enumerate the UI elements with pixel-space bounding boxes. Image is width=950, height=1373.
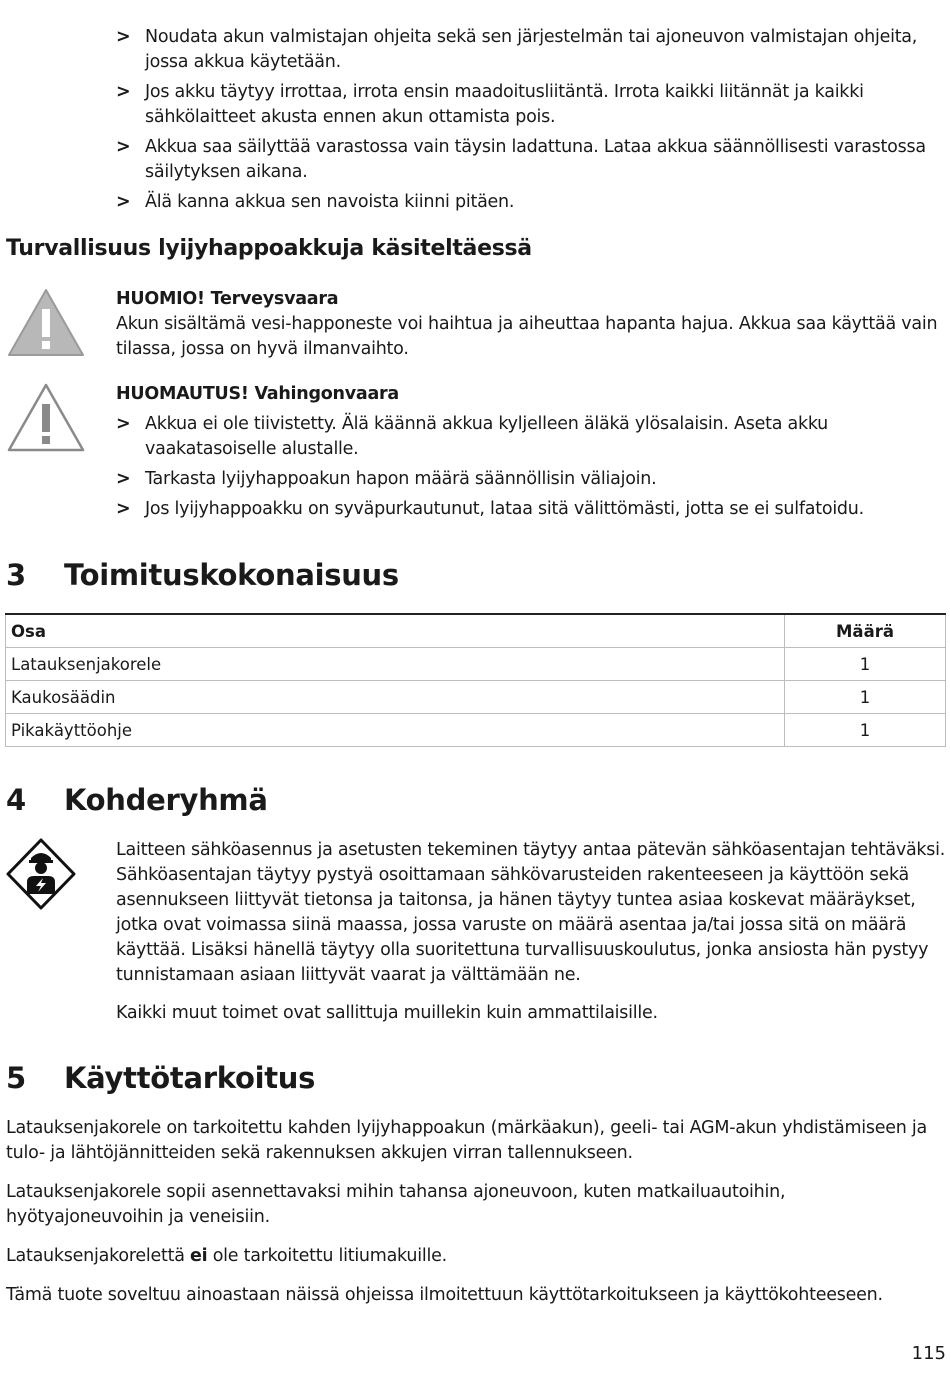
bullet-marker: > (116, 82, 131, 102)
list-item: > Älä kanna akkua sen navoista kiinni pitäen. (6, 190, 946, 215)
warning-triangle-icon (6, 287, 86, 367)
intended-use-paragraph: Tämä tuote soveltuu ainoastaan näissä ohjeissa ilmoitettuun käyttötarkoitukseen ja käyttökohteeseen. (6, 1285, 883, 1305)
chapter-title: Kohderyhmä (64, 783, 268, 817)
intended-use-paragraph: Latauksenjakorelettä ei ole tarkoitettu litiumakuille. (6, 1246, 447, 1266)
bullet-marker: > (116, 192, 131, 212)
chapter-title: Käyttötarkoitus (64, 1061, 316, 1095)
column-header-quantity: Määrä (785, 614, 946, 648)
safety-heading: Turvallisuus lyijyhappoakkuja käsiteltäessä (6, 236, 532, 261)
chapter-number: 5 (6, 1061, 26, 1095)
intended-use-text (6, 1116, 946, 1308)
intended-use-paragraph: Latauksenjakorele sopii asennettavaksi mihin tahansa ajoneuvoon, kuten matkailuautoihin, hyötyajoneuvoihin ja veneisiin. (6, 1182, 786, 1227)
caution-text: Akun sisältämä vesi-happoneste voi haihtua ja aiheuttaa hapanta hajua. Akkua saa käyttää vain tilassa, jossa on hyvä ilmanvaihto. (116, 314, 938, 359)
target-group-paragraph: Kaikki muut toimet ovat sallittuja muillekin kuin ammattilaisille. (116, 1003, 658, 1023)
bullet-marker: > (116, 499, 131, 519)
emphasis-not: ei (190, 1246, 208, 1266)
chapter-3-heading (6, 558, 399, 592)
damage-notice (6, 382, 946, 407)
list-item: > Tarkasta lyijyhappoakun hapon määrä säännöllisin väliajoin. (6, 467, 946, 492)
target-group-paragraph: Laitteen sähköasennus ja asetusten tekeminen täytyy antaa pätevän sähköasentajan tehtäväksi. Sähköasentajan täytyy pystyä osoittamaan sähkövarusteiden rakenteeseen ja käyttöön sekä asennukseen liittyvät tietonsa ja taitonsa, ja hänen täytyy tuntea asiaa koskevat määräykset, jotka ovat voimassa siinä maassa, jossa varuste on määrä asentaa ja/tai jossa sitä on määrä käyttää. Lisäksi hänellä täytyy olla suoritettuna turvallisuuskoulutus, jonka ansiosta hän pystyy tunnistamaan asiaan liittyvät vaarat ja välttämään ne. (116, 840, 946, 985)
electrician-icon (6, 838, 76, 918)
caution-notice (6, 287, 946, 362)
chapter-4-heading (6, 783, 268, 817)
table-header-row (6, 614, 946, 648)
chapter-number: 4 (6, 783, 26, 817)
notice-bullet-list (6, 412, 946, 527)
list-item: > Noudata akun valmistajan ohjeita sekä sen järjestelmän tai ajoneuvon valmistajan ohjeita, jossa akkua käytetään. (116, 27, 918, 72)
intro-bullet-list (6, 25, 946, 220)
table-row: Latauksenjakorele 1 (6, 648, 946, 681)
table-row: Kaukosäädin 1 (6, 681, 946, 714)
chapter-title: Toimituskokonaisuus (64, 558, 399, 592)
column-header-part: Osa (6, 614, 785, 648)
bullet-marker: > (116, 137, 131, 157)
intended-use-paragraph: Latauksenjakorele on tarkoitettu kahden lyijyhappoakun (märkäakun), geeli- tai AGM-akun yhdistämiseen ja tulo- ja lähtöjännitteiden sekä rakennuksen akkujen virran tallennukseen. (6, 1118, 928, 1163)
list-item: > Akkua saa säilyttää varastossa vain täysin ladattuna. Lataa akkua säännöllisesti varastossa säilytyksen aikana. (116, 137, 926, 182)
bullet-marker: > (116, 27, 131, 47)
target-group-block (6, 838, 946, 1026)
list-item: > Jos lyijyhappoakku on syväpurkautunut, lataa sitä välittömästi, jotta se ei sulfatoidu. (6, 497, 946, 522)
list-item: > Jos akku täytyy irrottaa, irrota ensin maadoitusliitäntä. Irrota kaikki liitännät ja kaikki sähkölaitteet akusta ennen akun ottamista pois. (116, 82, 864, 127)
chapter-number: 3 (6, 558, 26, 592)
page-number: 115 (911, 1343, 946, 1364)
chapter-5-heading (6, 1061, 315, 1095)
delivery-scope-table (5, 613, 946, 747)
notice-title: HUOMAUTUS! Vahingonvaara (116, 384, 399, 404)
list-item: > Akkua ei ole tiivistetty. Älä käännä akkua kyljelleen äläkä ylösalaisin. Aseta akku vaakatasoiselle alustalle. (116, 414, 829, 459)
bullet-marker: > (116, 469, 131, 489)
table-row: Pikakäyttöohje 1 (6, 714, 946, 747)
caution-title: HUOMIO! Terveysvaara (116, 289, 339, 309)
bullet-marker: > (116, 414, 131, 434)
